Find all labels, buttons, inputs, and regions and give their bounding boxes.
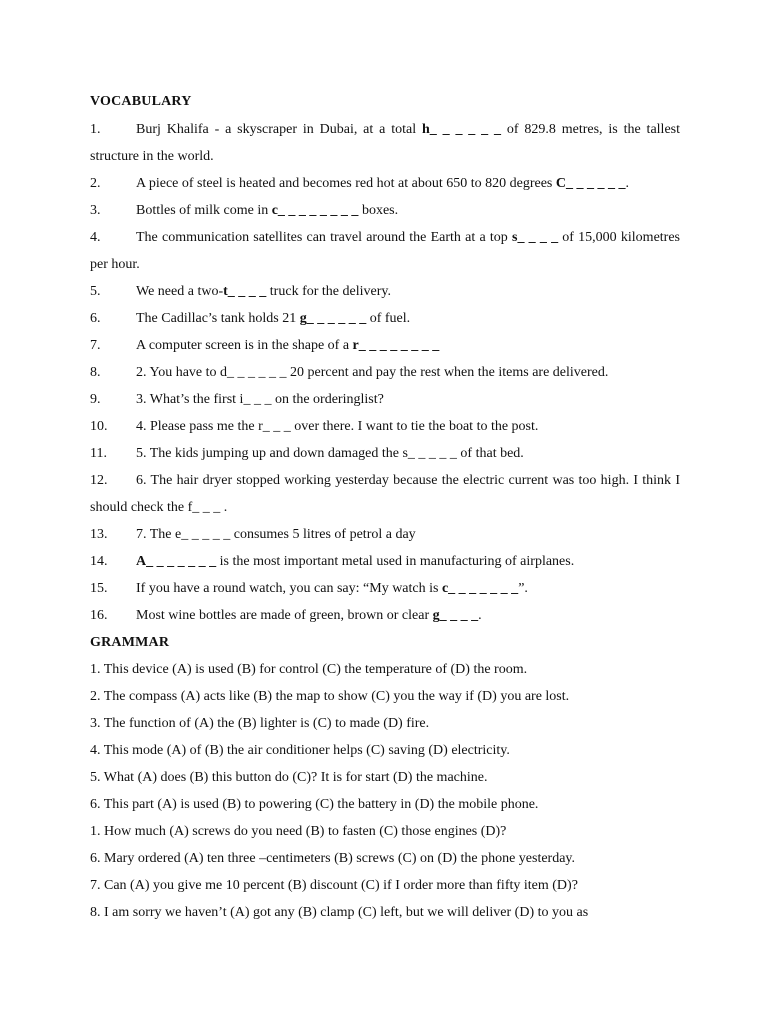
fill-in-blank: s_ _ _ _ — [512, 230, 559, 245]
item-text: 5. The kids jumping up and down damaged the s_ _ _ _ _ of that bed. — [136, 446, 524, 461]
item-text-after: . — [478, 608, 482, 623]
item-number: 5. — [90, 284, 101, 299]
item-text-after: truck for the delivery. — [266, 284, 391, 299]
fill-in-blank: g_ _ _ _ — [432, 608, 479, 623]
item-text-after: boxes. — [358, 203, 399, 218]
grammar-item: 3. The function of (A) the (B) lighter is (C) to made (D) fire. — [90, 716, 430, 731]
fill-in-blank: c_ _ _ _ _ _ _ _ — [271, 203, 359, 218]
vocabulary-item — [90, 197, 680, 224]
item-number: 6. — [90, 311, 101, 326]
grammar-item: 4. This mode (A) of (B) the air conditioner helps (C) saving (D) electricity. — [90, 743, 510, 758]
item-number: 7. — [90, 338, 101, 353]
item-text: A piece of steel is heated and becomes red hot at about 650 to 820 degrees — [136, 176, 556, 191]
grammar-item: 8. I am sorry we haven’t (A) got any (B) clamp (C) left, but we will deliver (D) to you as — [90, 905, 589, 920]
vocabulary-heading: VOCABULARY — [90, 94, 192, 109]
item-text: Most wine bottles are made of green, brown or clear — [136, 608, 433, 623]
item-text-after: is the most important metal used in manufacturing of airplanes. — [216, 554, 575, 569]
grammar-item: 1. This device (A) is used (B) for control (C) the temperature of (D) the room. — [90, 662, 528, 677]
grammar-item: 6. Mary ordered (A) ten three –centimeters (B) screws (C) on (D) the phone yesterday. — [90, 851, 576, 866]
item-number: 3. — [90, 203, 101, 218]
vocabulary-item — [90, 602, 680, 629]
item-text: 6. The hair dryer stopped working yesterday because the electric current was too high. I think I should check the f_ _ _ . — [90, 473, 680, 515]
grammar-item: 2. The compass (A) acts like (B) the map to show (C) you the way if (D) you are lost. — [90, 689, 570, 704]
item-number: 2. — [90, 176, 101, 191]
fill-in-blank: r_ _ _ _ _ _ _ _ — [352, 338, 440, 353]
item-number: 4. — [90, 230, 101, 245]
vocabulary-item — [90, 305, 680, 332]
vocabulary-item — [90, 575, 680, 602]
item-text: The communication satellites can travel around the Earth at a top — [136, 230, 512, 245]
grammar-item: 7. Can (A) you give me 10 percent (B) discount (C) if I order more than fifty item (D)? — [90, 878, 578, 893]
item-number: 11. — [90, 446, 107, 461]
fill-in-blank: C_ _ _ _ _ _ — [555, 176, 626, 191]
item-text-after: of 15,000 kilometres per hour. — [90, 230, 680, 272]
item-text: 2. You have to d_ _ _ _ _ _ 20 percent and pay the rest when the items are delivered. — [136, 365, 609, 380]
grammar-list — [90, 656, 680, 926]
item-number: 15. — [90, 581, 108, 596]
fill-in-blank: g_ _ _ _ _ _ — [299, 311, 367, 326]
vocabulary-item — [90, 278, 680, 305]
item-number: 10. — [90, 419, 108, 434]
grammar-item: 1. How much (A) screws do you need (B) to fasten (C) those engines (D)? — [90, 824, 507, 839]
vocabulary-item — [90, 413, 680, 440]
vocabulary-item — [90, 521, 680, 548]
item-text: Burj Khalifa - a skyscraper in Dubai, at a total — [136, 122, 422, 137]
item-text: A computer screen is in the shape of a — [136, 338, 353, 353]
vocabulary-item — [90, 386, 680, 413]
vocabulary-list — [90, 116, 680, 629]
fill-in-blank: A_ _ _ _ _ _ _ — [136, 554, 217, 569]
item-number: 14. — [90, 554, 108, 569]
grammar-heading: GRAMMAR — [90, 635, 170, 650]
vocabulary-item — [90, 332, 680, 359]
vocabulary-item — [90, 440, 680, 467]
vocabulary-item — [90, 548, 680, 575]
item-text: 3. What’s the first i_ _ _ on the orderinglist? — [136, 392, 384, 407]
item-text: Bottles of milk come in — [136, 203, 272, 218]
item-text: We need a two- — [136, 284, 224, 299]
worksheet-page — [90, 93, 680, 926]
item-text-after: of fuel. — [366, 311, 411, 326]
vocabulary-item — [90, 116, 680, 170]
grammar-item: 6. This part (A) is used (B) to powering (C) the battery in (D) the mobile phone. — [90, 797, 539, 812]
grammar-item: 5. What (A) does (B) this button do (C)? It is for start (D) the machine. — [90, 770, 488, 785]
item-text: 7. The e_ _ _ _ _ consumes 5 litres of petrol a day — [136, 527, 416, 542]
vocabulary-item — [90, 467, 680, 521]
item-number: 13. — [90, 527, 108, 542]
item-text: The Cadillac’s tank holds 21 — [136, 311, 300, 326]
item-text-after: . — [625, 176, 629, 191]
item-text: 4. Please pass me the r_ _ _ over there. I want to tie the boat to the post. — [136, 419, 539, 434]
fill-in-blank: t_ _ _ _ — [223, 284, 267, 299]
vocabulary-item — [90, 224, 680, 278]
vocabulary-item — [90, 359, 680, 386]
item-number: 9. — [90, 392, 101, 407]
vocabulary-item — [90, 170, 680, 197]
item-number: 1. — [90, 122, 101, 137]
item-number: 16. — [90, 608, 108, 623]
item-text: If you have a round watch, you can say: “My watch is — [136, 581, 442, 596]
item-number: 8. — [90, 365, 101, 380]
fill-in-blank: h_ _ _ _ _ _ — [421, 122, 502, 137]
item-number: 12. — [90, 473, 108, 488]
item-text-after: ”. — [518, 581, 528, 596]
item-text-after: of 829.8 metres, is the tallest structure in the world. — [90, 122, 680, 164]
fill-in-blank: c_ _ _ _ _ _ _ — [441, 581, 519, 596]
